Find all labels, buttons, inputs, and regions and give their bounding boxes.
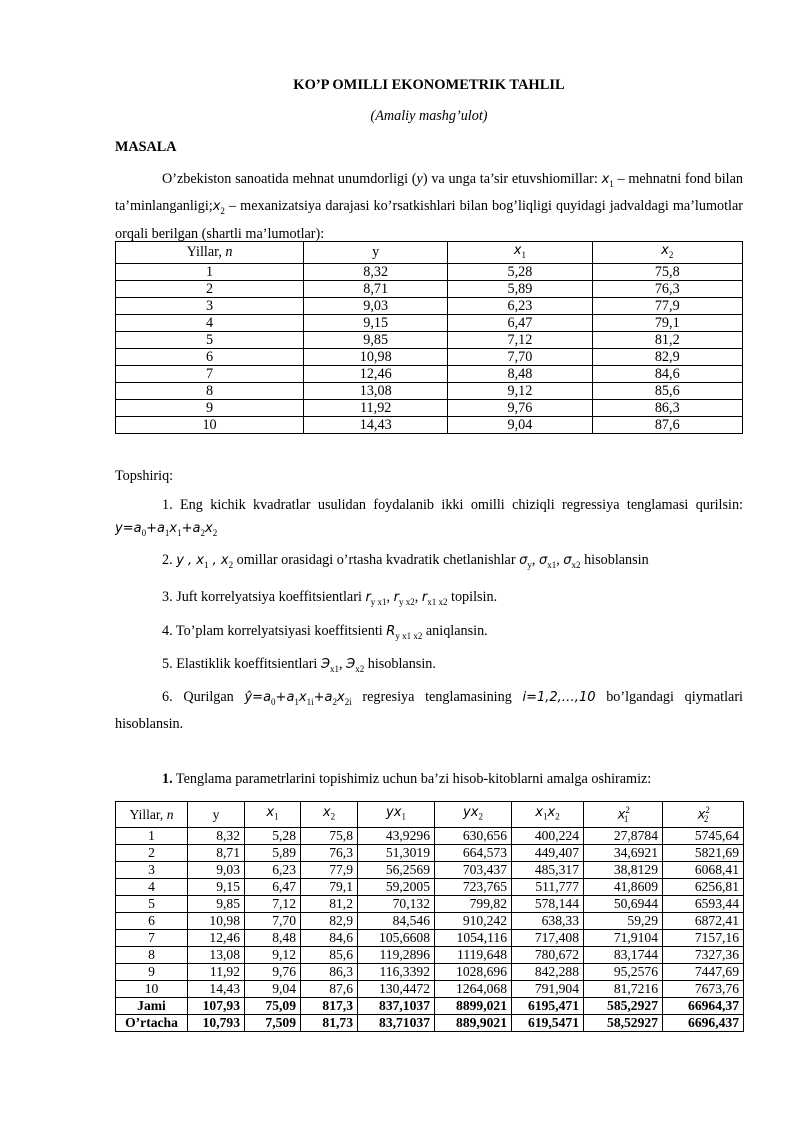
table-cell: 41,8609 bbox=[584, 879, 663, 896]
total-row bbox=[116, 998, 744, 1015]
header-x1x2: $x_1x_2$ bbox=[512, 802, 584, 828]
table-cell: 9,04 bbox=[245, 981, 301, 998]
table-cell: 817,3 bbox=[301, 998, 358, 1015]
calculation-table bbox=[115, 801, 744, 1032]
task-5: 5. Elastiklik koeffitsientlari $Э_{x1}$, $Э_{x2}$ hisoblansin. bbox=[162, 656, 436, 674]
table-cell: 95,2576 bbox=[584, 964, 663, 981]
table-cell: 8,71 bbox=[188, 845, 245, 862]
header-years: Yillar, n bbox=[116, 802, 188, 828]
table-cell: 105,6608 bbox=[358, 930, 435, 947]
table-cell: 9,12 bbox=[245, 947, 301, 964]
table-row bbox=[116, 297, 743, 314]
table-header-row bbox=[116, 802, 744, 828]
table-cell: 4 bbox=[116, 879, 188, 896]
table-row bbox=[116, 879, 744, 896]
table-cell: 9,85 bbox=[188, 896, 245, 913]
table-cell: 9,03 bbox=[188, 862, 245, 879]
table-cell: 6872,41 bbox=[663, 913, 744, 930]
table-cell: 82,9 bbox=[592, 348, 743, 365]
table-cell: 43,9296 bbox=[358, 828, 435, 845]
data-table bbox=[115, 241, 743, 434]
table-cell: 5,28 bbox=[245, 828, 301, 845]
table-cell: 585,2927 bbox=[584, 998, 663, 1015]
table-row bbox=[116, 314, 743, 331]
table-cell: 703,437 bbox=[435, 862, 512, 879]
table-cell: 58,52927 bbox=[584, 1015, 663, 1032]
table-row bbox=[116, 399, 743, 416]
table-cell: 10,793 bbox=[188, 1015, 245, 1032]
table-cell: 66964,37 bbox=[663, 998, 744, 1015]
header-x2: $x_2$ bbox=[592, 242, 743, 264]
header-x1-squared: $x^2_1$ bbox=[584, 802, 663, 828]
table-row bbox=[116, 845, 744, 862]
table-cell: 87,6 bbox=[301, 981, 358, 998]
table-cell: 75,8 bbox=[301, 828, 358, 845]
intro-paragraph: O’zbekiston sanoatida mehnat unumdorligi (y) va unga ta’sir etuvshiomillar: $x_1$ – mehnatni fond bilan $ta’minlanganligi;x_2$ – mexanizatsiya darajasi ko’rsatkishlari bilan bog’liqligi quyidagi jadvaldagi ma’lumotlar orqali berilgan (shartli ma’lumotlar): bbox=[115, 171, 744, 242]
table-cell: 85,6 bbox=[301, 947, 358, 964]
table-cell: 85,6 bbox=[592, 382, 743, 399]
table-cell: 12,46 bbox=[304, 365, 448, 382]
table-cell: 6,23 bbox=[448, 297, 592, 314]
table-cell: 75,09 bbox=[245, 998, 301, 1015]
step-1-paragraph: 1. Tenglama parametrlarini topishimiz uchun ba’zi hisob-kitoblarni amalga oshiramiz: bbox=[162, 771, 652, 787]
table-cell: 11,92 bbox=[188, 964, 245, 981]
table-cell: 485,317 bbox=[512, 862, 584, 879]
table-cell: 56,2569 bbox=[358, 862, 435, 879]
table-cell: 13,08 bbox=[188, 947, 245, 964]
table-cell: 7,70 bbox=[245, 913, 301, 930]
table-cell: 71,9104 bbox=[584, 930, 663, 947]
table-cell: 59,29 bbox=[584, 913, 663, 930]
table-cell: 5 bbox=[116, 896, 188, 913]
table-cell: 9,76 bbox=[448, 399, 592, 416]
table-cell: 9,85 bbox=[304, 331, 448, 348]
table-row bbox=[116, 263, 743, 280]
table-row bbox=[116, 348, 743, 365]
table-cell: 77,9 bbox=[592, 297, 743, 314]
table-cell: 9,04 bbox=[448, 416, 592, 433]
table-cell: 9,15 bbox=[188, 879, 245, 896]
table-cell: 12,46 bbox=[188, 930, 245, 947]
table-cell: 7673,76 bbox=[663, 981, 744, 998]
table-cell: 1 bbox=[116, 263, 304, 280]
table-cell: 837,1037 bbox=[358, 998, 435, 1015]
table-cell: 717,408 bbox=[512, 930, 584, 947]
table-cell: 10,98 bbox=[304, 348, 448, 365]
table-cell: 7 bbox=[116, 365, 304, 382]
table-cell: 83,71037 bbox=[358, 1015, 435, 1032]
table-cell: 7,70 bbox=[448, 348, 592, 365]
table-cell: 50,6944 bbox=[584, 896, 663, 913]
table-row bbox=[116, 331, 743, 348]
table-cell: 910,242 bbox=[435, 913, 512, 930]
table-cell: O’rtacha bbox=[116, 1015, 188, 1032]
table-cell: 14,43 bbox=[188, 981, 245, 998]
table-cell: 3 bbox=[116, 862, 188, 879]
task-6: 6. Qurilgan $ŷ=a_0+a_1x_{1i}+a_2x_{2i}$ regresiya tenglamasining i=1,2,…,10 bo’lgandagi qiymatlari hisoblansin. bbox=[115, 689, 743, 733]
table-cell: 9 bbox=[116, 399, 304, 416]
table-cell: 9,03 bbox=[304, 297, 448, 314]
table-cell: 5,89 bbox=[448, 280, 592, 297]
table-row bbox=[116, 280, 743, 297]
table-cell: 6,47 bbox=[448, 314, 592, 331]
document-subtitle: (Amaliy mashg’ulot) bbox=[370, 108, 488, 124]
table-cell: 116,3392 bbox=[358, 964, 435, 981]
table-cell: 8,32 bbox=[188, 828, 245, 845]
table-cell: 723,765 bbox=[435, 879, 512, 896]
table-row bbox=[116, 382, 743, 399]
table-cell: 8 bbox=[116, 382, 304, 399]
table-cell: 6 bbox=[116, 913, 188, 930]
table-row bbox=[116, 416, 743, 433]
table-cell: 8,48 bbox=[448, 365, 592, 382]
table-cell: 14,43 bbox=[304, 416, 448, 433]
table-cell: 7447,69 bbox=[663, 964, 744, 981]
document-title: KO’P OMILLI EKONOMETRIK TAHLIL bbox=[293, 77, 565, 93]
table-row bbox=[116, 913, 744, 930]
table-cell: 7,12 bbox=[245, 896, 301, 913]
table-cell: 780,672 bbox=[512, 947, 584, 964]
table-cell: 6,47 bbox=[245, 879, 301, 896]
table-row bbox=[116, 896, 744, 913]
header-x1: $x_1$ bbox=[245, 802, 301, 828]
table-cell: 619,5471 bbox=[512, 1015, 584, 1032]
table-cell: 1119,648 bbox=[435, 947, 512, 964]
table-row bbox=[116, 365, 743, 382]
table-cell: 400,224 bbox=[512, 828, 584, 845]
table-cell: 86,3 bbox=[592, 399, 743, 416]
table-cell: 38,8129 bbox=[584, 862, 663, 879]
header-yx1: $yx_1$ bbox=[358, 802, 435, 828]
average-row bbox=[116, 1015, 744, 1032]
table-cell: 8,32 bbox=[304, 263, 448, 280]
table-cell: 76,3 bbox=[301, 845, 358, 862]
table-cell: 449,407 bbox=[512, 845, 584, 862]
table-cell: 9,15 bbox=[304, 314, 448, 331]
task-4: 4. To’plam korrelyatsiyasi koeffitsienti $R_{y x1 x2}$ aniqlansin. bbox=[162, 623, 488, 641]
task-1: 1. Eng kichik kvadratlar usulidan foydalanib ikki omilli chiziqli regressiya tenglamasi qurilsin: $y=a_0+a_1x_1+a_2x_2$ bbox=[115, 497, 743, 538]
table-cell: Jami bbox=[116, 998, 188, 1015]
header-years: Yillar, n bbox=[116, 242, 304, 264]
table-cell: 82,9 bbox=[301, 913, 358, 930]
table-cell: 791,904 bbox=[512, 981, 584, 998]
section-heading: MASALA bbox=[115, 139, 177, 155]
table-cell: 9,76 bbox=[245, 964, 301, 981]
table-cell: 83,1744 bbox=[584, 947, 663, 964]
header-y: y bbox=[304, 242, 448, 264]
table-row bbox=[116, 947, 744, 964]
table-cell: 664,573 bbox=[435, 845, 512, 862]
table-cell: 3 bbox=[116, 297, 304, 314]
header-y: y bbox=[188, 802, 245, 828]
table-cell: 7,12 bbox=[448, 331, 592, 348]
table-cell: 1054,116 bbox=[435, 930, 512, 947]
table-cell: 5,89 bbox=[245, 845, 301, 862]
table-cell: 799,82 bbox=[435, 896, 512, 913]
table-cell: 7,509 bbox=[245, 1015, 301, 1032]
table-cell: 6068,41 bbox=[663, 862, 744, 879]
table-cell: 79,1 bbox=[592, 314, 743, 331]
table-cell: 5821,69 bbox=[663, 845, 744, 862]
table-cell: 87,6 bbox=[592, 416, 743, 433]
table-cell: 638,33 bbox=[512, 913, 584, 930]
table-cell: 1264,068 bbox=[435, 981, 512, 998]
table-cell: 9 bbox=[116, 964, 188, 981]
table-cell: 59,2005 bbox=[358, 879, 435, 896]
table-cell: 5,28 bbox=[448, 263, 592, 280]
table-cell: 10,98 bbox=[188, 913, 245, 930]
table-cell: 4 bbox=[116, 314, 304, 331]
table-cell: 6256,81 bbox=[663, 879, 744, 896]
table-cell: 10 bbox=[116, 981, 188, 998]
header-x2-squared: $x^2_2$ bbox=[663, 802, 744, 828]
task-3: 3. Juft korrelyatsiya koeffitsientlari $r_{y x1}$, $r_{y x2}$, $r_{x1 x2}$ topilsin. bbox=[162, 589, 498, 607]
table-cell: 7 bbox=[116, 930, 188, 947]
table-row bbox=[116, 930, 744, 947]
table-cell: 7157,16 bbox=[663, 930, 744, 947]
table-row bbox=[116, 981, 744, 998]
table-cell: 8,48 bbox=[245, 930, 301, 947]
table-row bbox=[116, 964, 744, 981]
table-cell: 2 bbox=[116, 845, 188, 862]
header-x1: $x_1$ bbox=[448, 242, 592, 264]
table-cell: 81,2 bbox=[301, 896, 358, 913]
table-cell: 119,2896 bbox=[358, 947, 435, 964]
table-cell: 7327,36 bbox=[663, 947, 744, 964]
table-cell: 8899,021 bbox=[435, 998, 512, 1015]
table-cell: 130,4472 bbox=[358, 981, 435, 998]
table-cell: 5745,64 bbox=[663, 828, 744, 845]
table-cell: 630,656 bbox=[435, 828, 512, 845]
table-cell: 76,3 bbox=[592, 280, 743, 297]
table-cell: 8,71 bbox=[304, 280, 448, 297]
table-cell: 81,73 bbox=[301, 1015, 358, 1032]
table-cell: 81,7216 bbox=[584, 981, 663, 998]
table-cell: 10 bbox=[116, 416, 304, 433]
table-cell: 70,132 bbox=[358, 896, 435, 913]
table-cell: 81,2 bbox=[592, 331, 743, 348]
header-x2: $x_2$ bbox=[301, 802, 358, 828]
table-cell: 5 bbox=[116, 331, 304, 348]
table-cell: 107,93 bbox=[188, 998, 245, 1015]
table-row bbox=[116, 828, 744, 845]
tasks-heading: Topshiriq: bbox=[115, 468, 174, 484]
task-2: 2. y , $x_1$ , $x_2$ omillar orasidagi o’rtasha kvadratik chetlanishlar $\sigma_y$, $\sigma_{x1}$, $\sigma_{x2}$ hisoblansin bbox=[162, 552, 649, 570]
table-cell: 842,288 bbox=[512, 964, 584, 981]
table-header-row bbox=[116, 242, 743, 264]
table-cell: 34,6921 bbox=[584, 845, 663, 862]
table-cell: 6593,44 bbox=[663, 896, 744, 913]
table-cell: 2 bbox=[116, 280, 304, 297]
table-cell: 79,1 bbox=[301, 879, 358, 896]
table-cell: 889,9021 bbox=[435, 1015, 512, 1032]
table-cell: 84,6 bbox=[301, 930, 358, 947]
table-cell: 6696,437 bbox=[663, 1015, 744, 1032]
table-cell: 77,9 bbox=[301, 862, 358, 879]
table-cell: 84,6 bbox=[592, 365, 743, 382]
table-cell: 84,546 bbox=[358, 913, 435, 930]
table-cell: 1028,696 bbox=[435, 964, 512, 981]
table-cell: 13,08 bbox=[304, 382, 448, 399]
table-cell: 75,8 bbox=[592, 263, 743, 280]
table-row bbox=[116, 862, 744, 879]
table-cell: 51,3019 bbox=[358, 845, 435, 862]
table-cell: 8 bbox=[116, 947, 188, 964]
header-yx2: $yx_2$ bbox=[435, 802, 512, 828]
table-cell: 6,23 bbox=[245, 862, 301, 879]
table-cell: 1 bbox=[116, 828, 188, 845]
table-cell: 86,3 bbox=[301, 964, 358, 981]
table-cell: 27,8784 bbox=[584, 828, 663, 845]
table-cell: 11,92 bbox=[304, 399, 448, 416]
table-cell: 9,12 bbox=[448, 382, 592, 399]
table-cell: 578,144 bbox=[512, 896, 584, 913]
table-cell: 511,777 bbox=[512, 879, 584, 896]
table-cell: 6 bbox=[116, 348, 304, 365]
table-cell: 6195,471 bbox=[512, 998, 584, 1015]
